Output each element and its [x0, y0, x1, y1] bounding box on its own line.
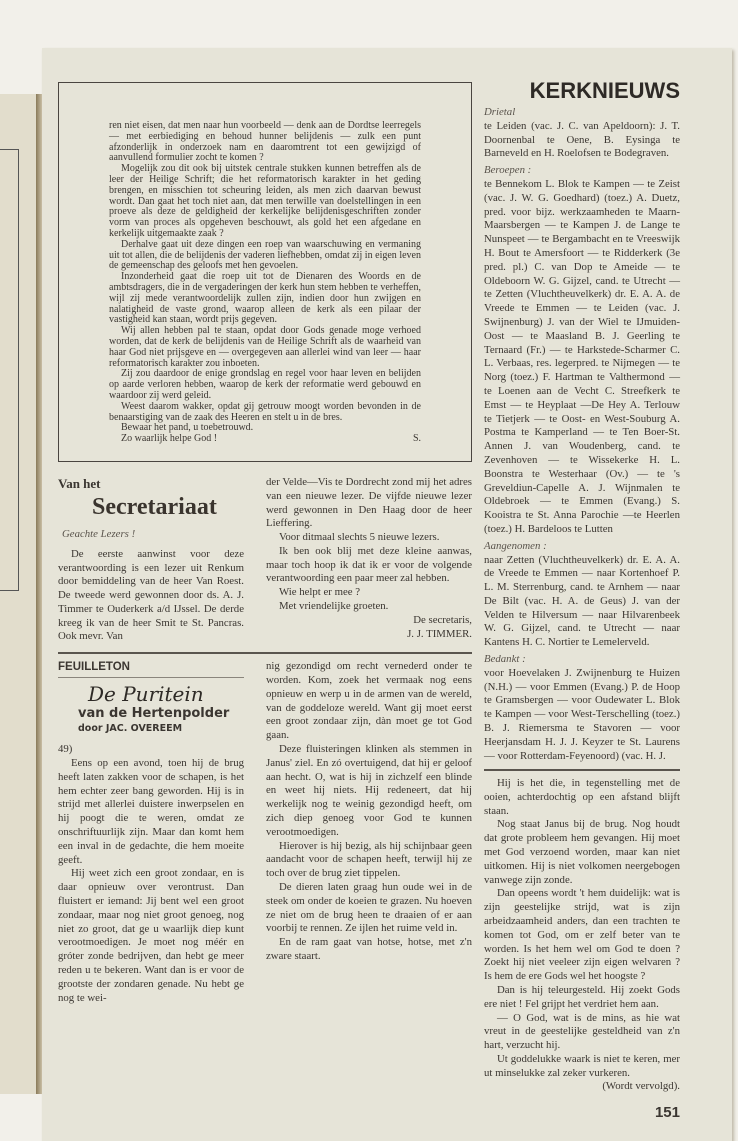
section-text: te Leiden (vac. J. C. van Apeldoorn): J. T. Doornenbal te Oene, B. Eysinga te Barneveld en H. Roelofsen te Bodegraven.: [484, 119, 680, 160]
feuilleton-col1: [58, 660, 244, 1005]
paragraph: Hij weet zich een groot zondaar, en is daar opnieuw over verontrust. Dan fluistert er iemand: Jij bent wel een groot zondaar, maar nog niet groot genoeg, nog niet zo groot, dat ge u waarlijk diep kunt verootmoedigen. Je moet nog méér en gróter zonde bedrijven, dan hebt ge meer reden u te bekeren. Want dan is er voor de grootste der zondaren genade. Nu hebt ge nog te wei-: [58, 867, 244, 1004]
kerknieuws-section: [484, 540, 680, 650]
paragraph: Hierover is hij bezig, als hij schijnbaar geen aandacht voor de schapen heeft, terwijl hij ze toch over de brug ziet tippelen.: [266, 839, 472, 880]
paragraph: Inzonderheid gaat die roep uit tot de Dienaren des Woords en de ambtsdragers, die in de vergaderingen der kerk hun stem hebben te verheffen, wijl zij mede verantwoordelijk zullen zijn, indien door hun zwijgen en nalatigheid de vaste grond, waarop alleen de kerk als een pilaar der vastigheid kan staan, wordt prijs gegeven.: [109, 271, 421, 326]
paragraph: Deze fluisteringen klinken als stemmen in Janus' ziel. En zó overtuigend, dat hij er geloof aan hecht. O, wat is hij in zichzelf een blinde en weet hij niets. Hij redeneert, dat hij werkelijk nog te weinig gezondigd heeft, om zich diep genoeg voor God te kunnen verootmoedigen.: [266, 743, 472, 838]
boxed-article: [58, 82, 472, 462]
paragraph: der Velde—Vis te Dordrecht zond mij het adres van een nieuwe lezer. De vijfde nieuwe lezer werd gewonnen in Den Haag door de heer Lieffering.: [266, 475, 472, 530]
closing-line: [109, 434, 421, 445]
column-divider: [484, 769, 680, 771]
kerknieuws-column: [484, 106, 680, 763]
section-heading: Beroepen :: [484, 164, 532, 177]
paragraph: Hij is het die, in tegenstelling met de ooien, achterdochtig op een afstand blijft staan.: [484, 776, 680, 817]
paragraph: Zij zou daardoor de enige grondslag en regel voor haar leven en belijden op aarde verloren hebben, waarop de kerk der reformatie werd gebouwd en waardoor zij werd geleid.: [109, 368, 421, 401]
section-divider: [58, 652, 472, 654]
paragraph: De eerste aanwinst voor deze verantwoording is een lezer uit Renkum door bemiddeling van de heer Van Roest. De tweede werd gewonnen door ds. A. J. Timmer te Ouderkerk a/d IJssel. De derde kreeg ik van de heer Smit te St. Pancras. Ook mevr. Van: [58, 547, 244, 643]
left-area: [58, 82, 472, 1005]
paragraph: Dan is hij teleurgesteld. Hij zoekt Gods ere niet ! Fel grijpt het verdriet hem aan.: [484, 983, 680, 1010]
section-heading: Aangenomen :: [484, 539, 547, 552]
paragraph: nig gezondigd om recht vernederd onder te worden. Kom, zoek het vermaak nog eens opnieuw en werp u in de armen van de wereld, van de goddeloze wereld. Want gij moet eerst een groot zondaar zijn, dàn moet ge tot God gaan.: [266, 660, 472, 742]
secretariaat-kicker: Van het: [58, 475, 101, 491]
paragraph: Derhalve gaat uit deze dingen een roep van waarschuwing en vermaning uit tot allen, die de belijdenis der vaderen liefhebben, omdat zij in eigen leven de gemeenschap des geloofs met hen gevoelen.: [109, 238, 421, 272]
installment-number: 49): [58, 743, 73, 756]
kerknieuws-section: [484, 164, 680, 537]
closing-text: Zo waarlijk helpe God !: [121, 433, 218, 445]
paragraph: Ut goddelukke waark is niet te keren, mer ut minselukke zal zeker vurkeren.: [484, 1052, 680, 1079]
section-text: te Bennekom L. Blok te Kampen — te Zeist (vac. J. W. G. Goedhard) (toez.) A. Duetz, pred. voor bijz. werkzaamheden te Maarn-Maarsbergen — te Kampen J. de Lange te Nunspeet — te Bergambacht en te Vreeswijk H. Bout te Amersfoort — te Ridderkerk (3e pred. pl.) C. van Dop te Ameide — te Oldeboorn W. G. Gijzel, cand. te Utrecht — te Zetten (Vluchtheuvelkerk) dr. E. A. A. de Vreede te Emmen — te Leiden (vac. J. Swijnenburg) J. van der Wiel te IJmuiden-Oost — te Maasland B. J. Geerling te Ternaard (Fr.) — te Harkstede-Scharmer C. L. Verbaas, res. legerpred. te Nijmegen — te Norg (toez.) F. Hartman te Valthermond — te Loenen aan de Vecht C. Streefkerk te Emst — te Heyplaat —De Hey A. Terlouw te Tietjerk — te Oost- en West-Souburg A. Postma te Kamperland — te Ten Boer-St. Annen J. van Woudenberg, cand. te Zevenhoven — te Wissekerke H. L. Boonstra te Westerhaar (Ov.) — te 's Greveldiun-Capelle A. J. Wijnmalen te Oldebroek — te Emmen (Evang.) S. Kooistra te St. Anna Parochie —te Heerlen (toez.) H. Bardeloos te Lutten: [484, 177, 680, 535]
paragraph: Dan opeens wordt 't hem duidelijk: wat is zijn geestelijke strijd, wat is zijn arbeidzaamheid anders, dan een trachten te komen tot God, om er zelf beter van te worden. Is het hem wel om God te doen ? Zoekt hij niet veeleer zijn eigen welvaren ? Is hem de ere Gods wel het hoogste ?: [484, 887, 680, 983]
page-number: 151: [654, 1104, 680, 1122]
paragraph: Wij allen hebben pal te staan, opdat door Gods genade moge verhoed worden, dat de kerk de belijdenis van de Heilige Schrift als de waarheid van haar God niet prijsgeve en — overgegeven aan allerlei wind van leer — haar reformatorisch karakter zou inboeten.: [109, 325, 421, 369]
paragraph: Bewaar het pand, u toebetrouwd.: [121, 422, 254, 434]
paragraph: Ik ben ook blij met deze kleine aanwas, maar toch hoop ik dat ik er voor de volgende verantwoording een paar meer zal hebben.: [266, 544, 472, 585]
paragraph: Eens op een avond, toen hij de brug heeft laten zakken voor de schapen, is het hem echter zeer bang geworden. Hij is in strijd met allerlei duistere inwerpselen en hij poogt die te weren, omdat ze onschriftuurlijk zijn. Maar dan komt hem een inval in de gedachte, die hem moeite geeft.: [58, 757, 244, 866]
salutation: Geachte Lezers !: [62, 527, 136, 540]
boxed-article-text: [109, 121, 421, 445]
magazine-page: [42, 48, 732, 1141]
secretariaat-col2: [266, 476, 472, 644]
paragraph: ren niet eisen, dat men naar hun voorbeeld — denk aan de Dordtse leerregels — met eerbiediging en behoud hunner belijdenis — zulk een punt afzonderlijk in onderzoek nam en daaromtrent tot een gewijzigd of aanvullend formulier zocht te komen ?: [109, 120, 421, 164]
paragraph: Met vriendelijke groeten.: [278, 600, 389, 613]
paragraph: En de ram gaat van hotse, hotse, met z'n zware staart.: [266, 936, 472, 963]
paragraph: Mogelijk zou dit ook bij uitstek centrale stukken kunnen betreffen als de leer der Heilige Schrift; die het reformatorisch karakter in het geding brengen, en misschien tot scheuring leiden, als men zich daarvan bewust wordt. Dan gaat het toch niet aan, dat men terwille van doelstellingen in een proeve als deze de geldigheid der kerkelijke belijdenisgeschriften zonder vorm van proces als opgeheven beschouwt, als gold het een afgedane en kerkelijk uitgemaakte zaak ?: [109, 163, 421, 239]
secretariaat-col1: [58, 476, 244, 644]
section-heading: Drietal: [484, 106, 516, 118]
signature-name: J. J. TIMMER.: [407, 627, 472, 640]
feuilleton-underline: [58, 677, 244, 678]
feuilleton-label: FEUILLETON: [58, 661, 130, 674]
adjacent-page-box: [0, 149, 19, 591]
secretariaat-title: Secretariaat: [92, 493, 217, 520]
paragraph: — O God, wat is de mins, as hie wat vreut in de geestelijke gesteldheid van z'n hart, verzucht hij.: [484, 1011, 680, 1052]
feuilleton-section: [58, 660, 472, 1005]
continued-note: (Wordt vervolgd).: [602, 1080, 680, 1093]
paragraph: Weest daarom wakker, opdat gij getrouw moogt worden bevonden in de benaarstiging van de zaak des Heeren en stelt u in de bres.: [109, 400, 421, 423]
kerknieuws-section: [484, 653, 680, 763]
signature: S.: [412, 433, 421, 445]
paragraph: Voor ditmaal slechts 5 nieuwe lezers.: [278, 531, 440, 544]
kerknieuws-title: KERKNIEUWS: [529, 78, 680, 103]
section-heading: Bedankt :: [484, 653, 526, 666]
right-area: [484, 78, 680, 1121]
section-text: naar Zetten (Vluchtheuvelkerk) dr. E. A. A. de Vreede te Emmen — naar Kortenhoef P. L. M. Sterrenburg, cand. te Arnhem — naar De Bilt (vac. H. A. de Geus) J. van der Velden te Hilversum — naar Hilvarenbeek W. G. Gijzel, cand. te Utrecht — naar Kantens H. C. Nortier te Lemelerveld.: [484, 553, 680, 649]
section-text: voor Hoevelaken J. Zwijnenburg te Huizen (N.H.) — voor Emmen (Evang.) P. de Hoop te Gramsbergen — voor Oudewater L. Blok te Kampen — voor West-Terschelling (toez.) B. J. Riemersma te Stavoren — voor Heerjansdam H. J. J. Keyzer te St. Laurens — voor Rotterdam-Feyenoord) (vac. H. J.: [484, 666, 680, 762]
feuilleton-col2: [266, 660, 472, 1005]
feuilleton-subtitle: van de Hertenpolder: [78, 706, 230, 722]
secretariaat-section: [58, 476, 472, 644]
feuilleton-author: door JAC. OVEREEM: [78, 723, 183, 735]
kerknieuws-section: [484, 106, 680, 161]
feuilleton-title: De Puritein: [88, 682, 204, 707]
paragraph: Wie helpt er mee ?: [278, 586, 361, 599]
adjacent-page-edge: [0, 94, 38, 1094]
paragraph: Nog staat Janus bij de brug. Nog houdt dat grote probleem hem gevangen. Hij moet met God verzoend worden, maar kan niet uitkomen. Hij is niet volkomen neergebogen vanwege zijn zonde.: [484, 818, 680, 886]
paragraph: De dieren laten graag hun oude wei in de steek om onder de koeien te grazen. Nu hoeven ze niet om de brug heen te draaien of er aan voorbij te rennen. Ze ijlen het ruime veld in.: [266, 881, 472, 935]
feuilleton-col3: [484, 777, 680, 1094]
signature-role: De secretaris,: [413, 613, 472, 626]
